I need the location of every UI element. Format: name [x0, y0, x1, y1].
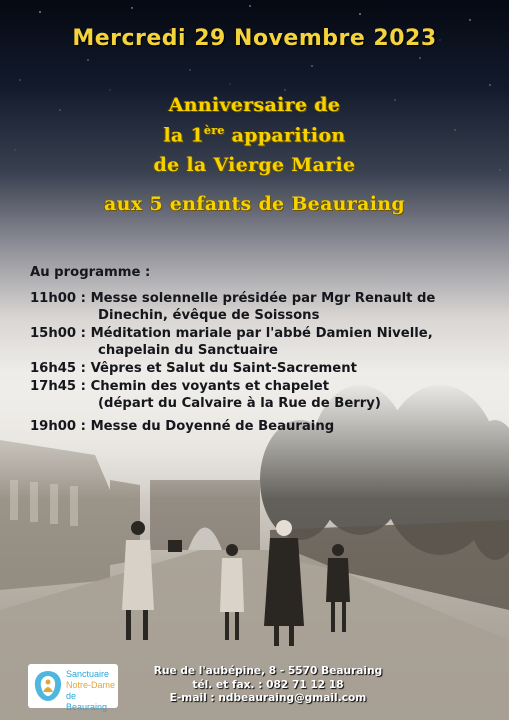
- program-description: Messe du Doyenné de Beauraing: [90, 418, 335, 434]
- program-description: Vêpres et Salut du Saint-Sacrement: [90, 360, 357, 376]
- program-description: Chemin des voyants et chapelet: [90, 378, 330, 394]
- title-line-2: [0, 124, 509, 146]
- program-time: 11h00 :: [30, 290, 91, 306]
- title-line-3: de la Vierge Marie: [153, 154, 356, 176]
- title-line-4: aux 5 enfants de Beauraing: [104, 193, 405, 215]
- title-line-2-suffix: apparition: [224, 124, 346, 147]
- sanctuary-logo: [28, 664, 118, 712]
- program-time: 15h00 :: [30, 325, 91, 341]
- program-heading: Au programme :: [30, 265, 151, 280]
- program-list: [30, 264, 490, 435]
- program-description: Méditation mariale par l'abbé Damien Nivelle,: [90, 325, 433, 341]
- title-line-1: Anniversaire de: [168, 94, 341, 116]
- program-item-continuation: chapelain du Sanctuaire: [98, 343, 278, 359]
- program-time: 16h45 :: [30, 360, 91, 376]
- program-time: 19h00 :: [30, 418, 91, 434]
- program-item: [30, 325, 490, 343]
- program-item: [30, 360, 490, 378]
- contact-footer: [138, 665, 398, 706]
- logo-line-3: de Beauraing: [66, 691, 108, 712]
- logo-line-1: Sanctuaire: [66, 669, 110, 679]
- program-description: Messe solennelle présidée par Mgr Renault de: [90, 290, 436, 306]
- sanctuary-emblem-icon: [31, 668, 65, 704]
- program-time: 17h45 :: [30, 378, 91, 394]
- title-line-2-prefix: la 1: [163, 124, 205, 147]
- event-date: Mercredi 29 Novembre 2023: [72, 26, 437, 51]
- title-line-2-superscript: ère: [204, 124, 225, 137]
- address: Rue de l'aubépine, 8 - 5570 Beauraing: [153, 665, 383, 677]
- program-item-continuation: (départ du Calvaire à la Rue de Berry): [98, 396, 381, 412]
- program-item-continuation: Dinechin, évêque de Soissons: [98, 308, 320, 324]
- sanctuary-logo-text: [66, 669, 118, 713]
- program-item: [30, 378, 490, 396]
- logo-line-2: Notre-Dame: [66, 680, 116, 690]
- phone-fax: tél. et fax. : 082 71 12 18: [192, 678, 344, 691]
- email: E-mail : ndbeauraing@gmail.com: [169, 692, 367, 704]
- program-item: [30, 290, 490, 308]
- program-item: [30, 418, 490, 436]
